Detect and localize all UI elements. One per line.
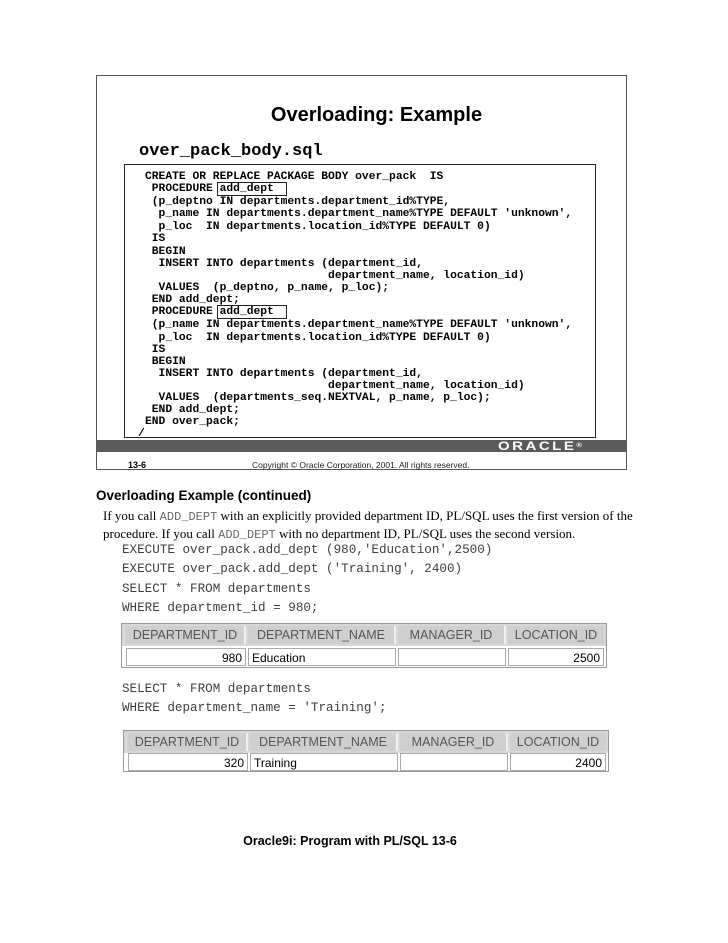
example-code-line: EXECUTE over_pack.add_dept (980,'Education',2500) (122, 543, 493, 557)
oracle-logo (498, 439, 582, 453)
column-header: DEPARTMENT_ID (126, 626, 246, 644)
code-line: IS (145, 233, 166, 245)
code-line: p_loc IN departments.location_id%TYPE DEFAULT 0) (145, 332, 491, 344)
code-line: END over_pack; (145, 416, 240, 428)
table-cell: Training (250, 753, 398, 771)
code-line: department_name, location_id) (145, 270, 525, 282)
table-cell: 320 (128, 753, 248, 771)
code-line: PROCEDURE add_dept (145, 306, 274, 318)
code-line: END add_dept; (145, 294, 240, 306)
table-cell (400, 753, 508, 771)
highlight-box (217, 305, 287, 319)
code-line: INSERT INTO departments (department_id, (145, 258, 423, 270)
code-line: BEGIN (145, 356, 186, 368)
table-cell: 980 (126, 648, 246, 666)
code-line: p_loc IN departments.location_id%TYPE DEFAULT 0) (145, 221, 491, 233)
result-table (123, 730, 609, 772)
code-line: IS (145, 344, 166, 356)
paragraph-text: If you call (103, 508, 160, 523)
highlight-box (217, 182, 287, 196)
registered-mark: ® (576, 443, 582, 449)
paragraph (103, 508, 663, 543)
column-header: MANAGER_ID (400, 733, 508, 751)
column-header: MANAGER_ID (398, 626, 506, 644)
file-name: over_pack_body.sql (139, 142, 323, 161)
copyright: Copyright © Oracle Corporation, 2001. All rights reserved. (252, 460, 470, 470)
column-header: LOCATION_ID (508, 626, 604, 644)
table-cell: 2500 (508, 648, 604, 666)
column-header: LOCATION_ID (510, 733, 606, 751)
column-header: DEPARTMENT_NAME (250, 733, 398, 751)
table-cell: Education (248, 648, 396, 666)
example-code-line: SELECT * FROM departments (122, 582, 311, 596)
code-line: INSERT INTO departments (department_id, (145, 368, 423, 380)
oracle-logo-text: ORACLE (498, 439, 577, 453)
code-line: END add_dept; (145, 404, 240, 416)
slide-title: Overloading: Example (270, 104, 483, 126)
code-line: p_name IN departments.department_name%TYPE DEFAULT 'unknown', (145, 208, 573, 220)
column-header: DEPARTMENT_NAME (248, 626, 396, 644)
example-code-line: SELECT * FROM departments (122, 682, 311, 696)
table-cell: 2400 (510, 753, 606, 771)
page-footer: Oracle9i: Program with PL/SQL 13-6 (243, 834, 457, 848)
inline-code: ADD_DEPT (218, 527, 276, 542)
paragraph-text: with no department ID, PL/SQL uses the second version. (275, 525, 576, 541)
code-line: department_name, location_id) (145, 380, 525, 392)
inline-code: ADD_DEPT (159, 510, 218, 524)
code-line: (p_name IN departments.department_name%TYPE DEFAULT 'unknown', (145, 319, 573, 331)
code-line: BEGIN (145, 246, 186, 258)
code-line: PROCEDURE add_dept (145, 183, 274, 195)
slide-number: 13-6 (128, 460, 147, 470)
code-line: (p_deptno IN departments.department_id%TYPE, (145, 196, 451, 208)
code-line: / (138, 428, 145, 440)
code-line: VALUES (p_deptno, p_name, p_loc); (145, 282, 390, 294)
example-code-line: EXECUTE over_pack.add_dept ('Training', 2400) (122, 562, 463, 576)
paragraph-text: with an explicitly provided department ID, PL/SQL uses the first version of the procedure. If you call (103, 508, 633, 541)
code-line: CREATE OR REPLACE PACKAGE BODY over_pack IS (145, 171, 444, 183)
table-cell (398, 648, 506, 666)
code-line: VALUES (departments_seq.NEXTVAL, p_name, p_loc); (145, 392, 491, 404)
column-header: DEPARTMENT_ID (128, 733, 248, 751)
result-table (121, 623, 607, 668)
example-code-line: WHERE department_id = 980; (122, 601, 319, 615)
section-title: Overloading Example (continued) (96, 488, 312, 503)
example-code-line: WHERE department_name = 'Training'; (122, 701, 387, 715)
